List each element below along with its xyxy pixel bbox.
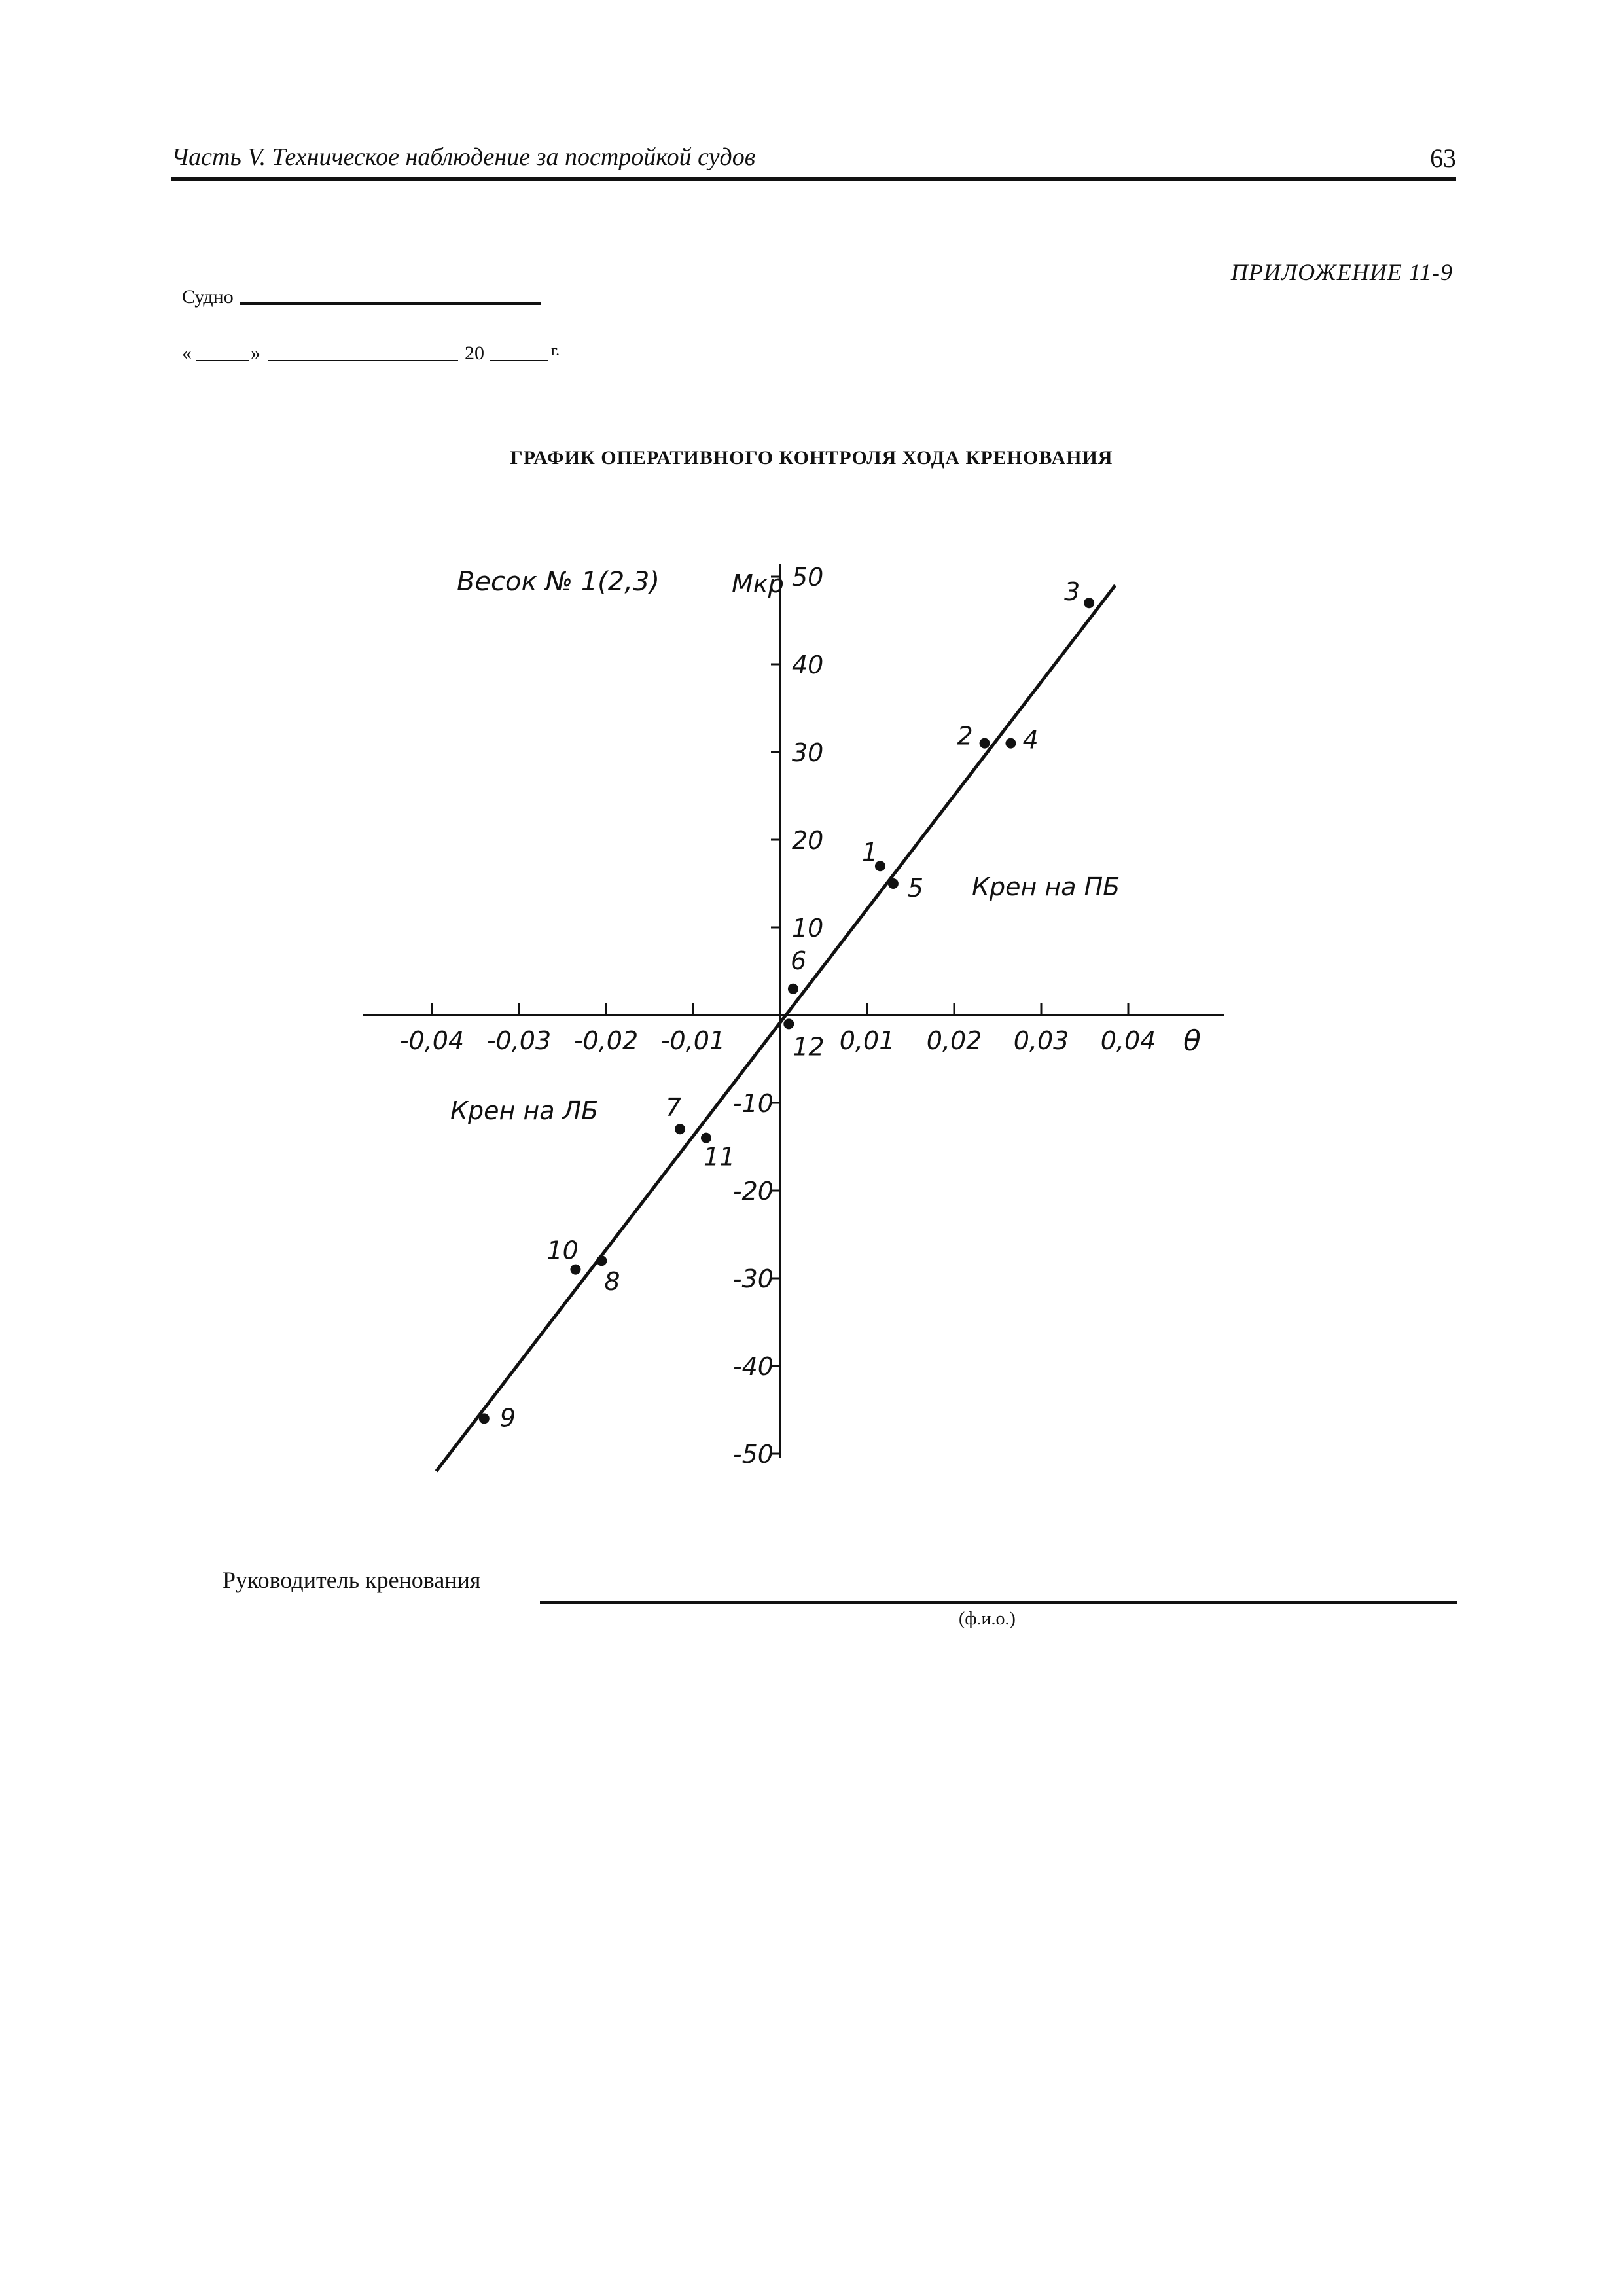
data-point-label: 1 <box>861 838 878 867</box>
data-point <box>570 1265 580 1275</box>
y-axis-label: Mкр <box>732 569 784 598</box>
signature-caption: (ф.и.о.) <box>959 1609 1016 1629</box>
x-axis-label: θ <box>1183 1024 1201 1058</box>
data-point <box>980 738 990 749</box>
x-tick-label: 0,04 <box>1100 1026 1156 1055</box>
data-point-label: 4 <box>1022 725 1039 755</box>
x-tick-label: -0,03 <box>486 1026 552 1055</box>
annotation-port: Крен на ЛБ <box>450 1096 599 1125</box>
data-point <box>888 878 899 889</box>
x-tick-label: 0,02 <box>926 1026 982 1055</box>
data-point-label: 5 <box>907 874 924 903</box>
date-quote-close: » <box>251 342 260 364</box>
data-point-label: 8 <box>604 1267 620 1297</box>
document-title: ГРАФИК ОПЕРАТИВНОГО КОНТРОЛЯ ХОДА КРЕНОВАНИЯ <box>510 447 1113 469</box>
y-tick-label: -30 <box>732 1265 774 1293</box>
annotation-starboard: Крен на ПБ <box>972 872 1120 901</box>
date-year-prefix: 20 <box>465 342 484 364</box>
data-point <box>675 1124 685 1134</box>
date-year-suffix: г. <box>551 342 560 359</box>
signature-label: Руководитель кренования <box>223 1567 481 1593</box>
data-point-label: 6 <box>790 946 807 975</box>
y-tick-label: 20 <box>792 826 824 855</box>
data-point-label: 10 <box>546 1236 579 1265</box>
running-header-title: Часть V. Техническое наблюдение за постройкой судов <box>171 143 756 171</box>
data-point <box>783 1018 794 1029</box>
signature-line <box>540 1601 1457 1604</box>
y-tick-label: -10 <box>732 1089 774 1118</box>
y-tick-label: -20 <box>732 1177 774 1206</box>
data-point-label: 9 <box>499 1403 516 1433</box>
data-point <box>1005 738 1016 749</box>
data-point <box>701 1133 711 1143</box>
data-point-label: 12 <box>793 1032 825 1062</box>
data-point <box>788 984 798 994</box>
date-quote-open: « <box>182 342 192 364</box>
x-tick-label: 0,01 <box>839 1026 895 1055</box>
data-point-label: 7 <box>666 1093 682 1122</box>
y-tick-label: -40 <box>732 1352 774 1381</box>
y-tick-label: 10 <box>792 914 824 942</box>
y-tick-label: 50 <box>792 563 824 592</box>
x-tick-label: -0,04 <box>399 1026 465 1055</box>
weight-label: Весок № 1(2,3) <box>457 567 660 597</box>
data-point-label: 11 <box>703 1142 736 1172</box>
data-point-label: 2 <box>957 721 973 751</box>
x-tick-label: -0,01 <box>660 1026 726 1055</box>
data-point-label: 3 <box>1064 577 1080 607</box>
appendix-label: ПРИЛОЖЕНИЕ 11-9 <box>1230 259 1453 285</box>
y-tick-label: 30 <box>792 738 824 767</box>
x-tick-label: -0,02 <box>573 1026 639 1055</box>
page-number: 63 <box>1430 143 1456 173</box>
data-point <box>479 1413 490 1424</box>
data-point <box>596 1255 607 1266</box>
y-tick-label: 40 <box>792 651 824 679</box>
data-point <box>1084 598 1094 608</box>
vessel-field-label: Судно <box>182 286 234 308</box>
x-tick-label: 0,03 <box>1013 1026 1069 1055</box>
y-tick-label: -50 <box>732 1440 774 1469</box>
